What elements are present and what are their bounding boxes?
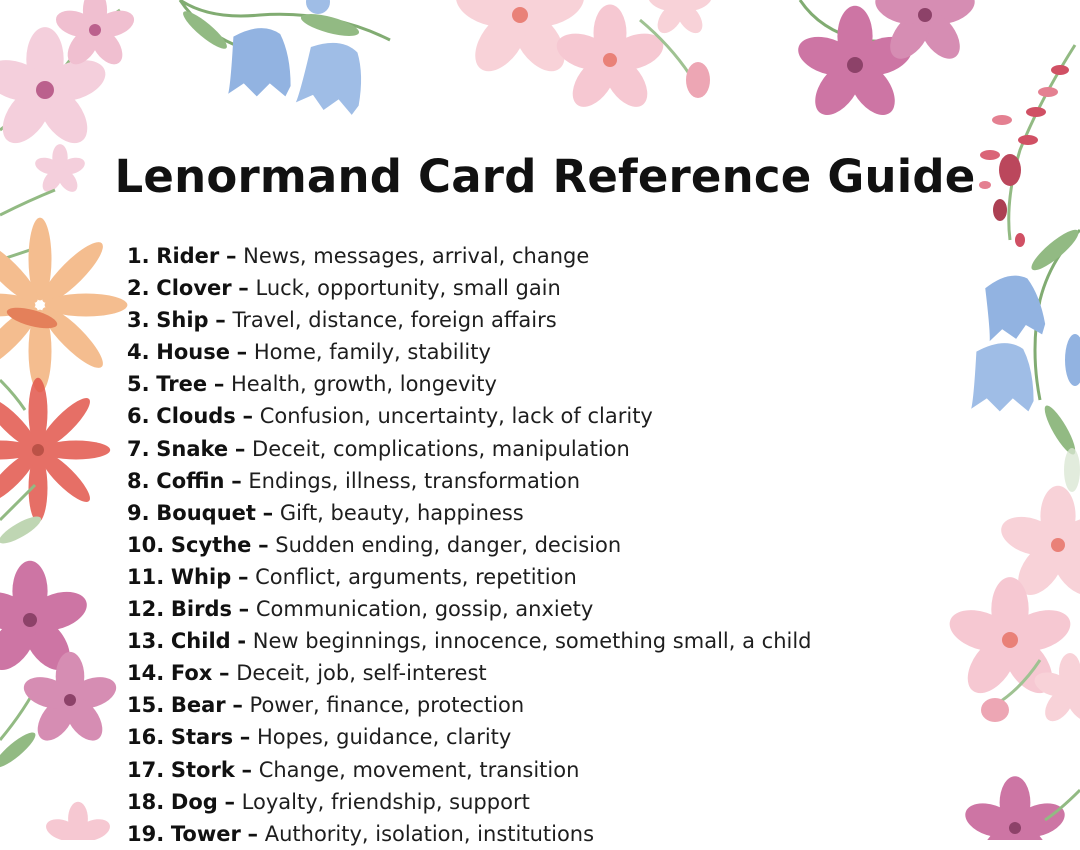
card-separator: – — [231, 468, 242, 493]
card-meaning: Sudden ending, danger, decision — [275, 532, 622, 557]
card-separator: – — [213, 372, 225, 397]
card-separator: – — [242, 404, 253, 429]
card-number: 17. — [127, 757, 165, 782]
card-separator: – — [241, 757, 252, 782]
card-name: Ship — [156, 308, 209, 333]
card-meaning: Confusion, uncertainty, lack of clarity — [259, 404, 653, 429]
magenta-orchid-flowers-left — [0, 561, 120, 772]
card-name: Coffin — [156, 468, 225, 493]
card-separator: – — [262, 500, 274, 525]
red-star-flower-left — [0, 378, 110, 548]
card-name: Dog — [170, 789, 218, 814]
card-meaning: Luck, opportunity, small gain — [255, 276, 561, 301]
card-item — [127, 561, 812, 593]
card-name: Whip — [170, 564, 232, 589]
card-name: Bear — [170, 693, 226, 718]
card-item — [127, 336, 812, 368]
card-separator: – — [236, 340, 248, 365]
card-number: 14. — [127, 661, 165, 686]
card-name: Clouds — [156, 404, 236, 429]
card-meaning: Hopes, guidance, clarity — [256, 725, 512, 750]
card-number: 11. — [127, 564, 165, 589]
page-title: Lenormand Card Reference Guide — [114, 150, 976, 203]
card-number: 13. — [127, 629, 165, 654]
card-separator: – — [247, 821, 259, 846]
card-separator: – — [234, 436, 246, 461]
card-meaning: Conflict, arguments, repetition — [255, 564, 577, 589]
card-item — [127, 433, 812, 465]
card-number: 4. — [127, 340, 150, 365]
card-number: 18. — [127, 789, 165, 814]
card-meaning: Gift, beauty, happiness — [279, 500, 524, 525]
red-berry-branch-right — [979, 45, 1075, 247]
card-item — [127, 400, 812, 432]
card-name: Clover — [156, 276, 232, 301]
card-name: Bouquet — [156, 500, 256, 525]
card-item — [127, 818, 812, 850]
card-name: Tower — [170, 821, 241, 846]
card-number: 1. — [127, 244, 150, 268]
card-meaning: Deceit, complications, manipulation — [252, 436, 630, 461]
card-separator: - — [237, 629, 247, 654]
card-item — [127, 689, 812, 721]
pink-blossom-flowers-right — [944, 448, 1080, 726]
card-item — [127, 657, 812, 689]
card-meaning: Travel, distance, foreign affairs — [232, 308, 557, 333]
card-separator: – — [237, 564, 249, 589]
card-separator: – — [238, 276, 249, 301]
card-separator: – — [238, 597, 250, 622]
magenta-orchid-flowers-top-right — [793, 0, 979, 123]
card-number: 10. — [127, 532, 165, 557]
card-separator: – — [224, 789, 235, 814]
card-meaning: Change, movement, transition — [258, 757, 580, 782]
card-number: 8. — [127, 468, 150, 493]
card-item — [127, 529, 812, 561]
card-number: 12. — [127, 597, 165, 622]
pink-flower-bottom-left — [43, 802, 112, 840]
card-number: 15. — [127, 693, 165, 718]
bluebell-flowers-right — [971, 225, 1080, 458]
card-number: 7. — [127, 436, 150, 461]
card-number: 6. — [127, 404, 150, 429]
card-name: Birds — [170, 597, 232, 622]
card-name: Rider — [156, 244, 220, 268]
magenta-flower-bottom-right — [961, 776, 1080, 840]
card-meaning: Communication, gossip, anxiety — [255, 597, 594, 622]
card-meaning: New beginnings, innocence, something small, a child — [252, 629, 812, 654]
card-meaning: Loyalty, friendship, support — [241, 789, 530, 814]
card-meaning: Endings, illness, transformation — [248, 468, 581, 493]
card-name: Snake — [156, 436, 229, 461]
card-item — [127, 240, 812, 272]
pink-blossom-flowers-top — [451, 0, 715, 115]
card-number: 5. — [127, 372, 150, 397]
card-meaning: Power, finance, protection — [249, 693, 525, 718]
card-separator: – — [232, 693, 243, 718]
card-name: Tree — [156, 372, 208, 397]
card-item — [127, 593, 812, 625]
card-item — [127, 272, 812, 304]
card-item — [127, 497, 812, 529]
card-item — [127, 625, 812, 657]
card-number: 16. — [127, 725, 165, 750]
card-number: 9. — [127, 500, 150, 525]
card-name: Stork — [170, 757, 235, 782]
card-meaning: Deceit, job, self-interest — [236, 661, 487, 686]
card-list — [127, 240, 812, 850]
card-item — [127, 786, 812, 818]
card-separator: – — [219, 661, 230, 686]
card-name: Child — [170, 629, 231, 654]
card-separator: – — [225, 244, 237, 268]
card-item — [127, 368, 812, 400]
card-meaning: Authority, isolation, institutions — [264, 821, 595, 846]
card-number: 19. — [127, 821, 165, 846]
card-item — [127, 465, 812, 497]
card-item — [127, 304, 812, 336]
card-name: Fox — [170, 661, 213, 686]
bluebell-flowers-top — [179, 0, 390, 116]
card-separator: – — [215, 308, 226, 333]
card-meaning: Home, family, stability — [253, 340, 491, 365]
card-number: 2. — [127, 276, 150, 301]
card-meaning: News, messages, arrival, change — [243, 244, 590, 268]
card-item — [127, 721, 812, 753]
card-name: Stars — [170, 725, 234, 750]
card-separator: – — [239, 725, 251, 750]
card-name: House — [156, 340, 230, 365]
card-meaning: Health, growth, longevity — [231, 372, 497, 397]
card-number: 3. — [127, 308, 150, 333]
orange-flower-left — [0, 218, 127, 410]
card-name: Scythe — [170, 532, 252, 557]
card-item — [127, 754, 812, 786]
card-separator: – — [258, 532, 269, 557]
